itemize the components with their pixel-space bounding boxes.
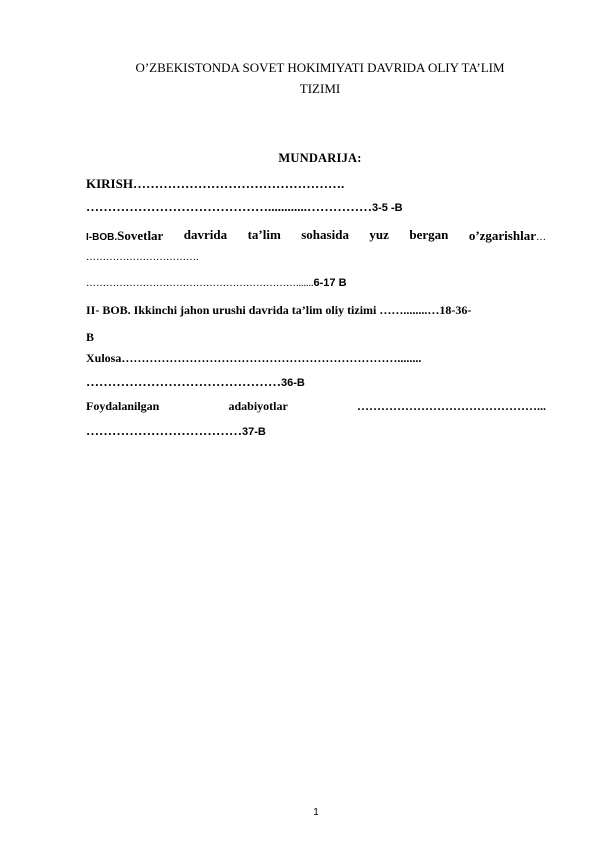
toc-bob1-dots-3: ………………………………………………………....... [86,278,314,289]
toc-bob1-trail-dots: … [535,232,546,243]
toc-bob1-word: bergan [409,227,449,242]
toc-bob1-word: ta’lim [247,227,281,242]
toc-foyd-dots-2: ……………………………… [86,423,242,438]
toc-bob1-last [469,227,546,245]
toc-entry-kirish [86,176,344,192]
toc-foyd-word-2: adabiyotlar [228,399,288,413]
toc-entry-foydalanilgan-adabiyotlar [86,399,546,414]
toc-entry-bob-2 [86,303,471,318]
toc-xulosa-label: Xulosa [86,351,122,365]
toc-entry-foydalanilgan-continued [86,423,266,439]
toc-bob1-word: Sovetlar [117,228,164,243]
toc-bob2-label: II- BOB. Ikkinchi jahon urushi davrida ta’lim oliy tizimi [86,303,380,317]
toc-xulosa-dots: ……………………………………………………………........ [121,351,422,365]
toc-bob2-pages: 18-36- [439,303,472,317]
contents-heading: MUNDARIJA: [278,151,362,165]
document-title-line-1: O’ZBEKISTONDA SOVET HOKIMIYATI DAVRIDA OLIY TA’LIM [135,60,505,75]
toc-entry-bob-1-continued [86,277,347,289]
toc-foyd-dots: ………………………………………... [356,399,546,413]
toc-bob1-word: o’zgarishlar [468,228,536,243]
toc-entry-kirish-continued [86,199,403,215]
toc-bob1-first [86,227,163,245]
toc-bob1-word: davrida [183,227,228,242]
toc-bob2-dots: ……........… [379,303,440,317]
toc-kirish-dots-2: ……………………………………............…………… [86,199,372,214]
toc-entry-bob-1-dots: ……………………………. [86,252,199,263]
toc-kirish-dots: …………………………………………. [132,176,345,191]
toc-foyd-word-1: Foydalanilgan [86,399,160,413]
toc-xulosa-dots-2: ……………………………………… [86,374,281,389]
toc-bob1-prefix: I-BOB. [86,232,118,243]
toc-entry-xulosa [86,351,421,366]
toc-entry-bob-2-continued: B [86,330,95,344]
toc-kirish-label: KIRISH [86,176,133,191]
toc-entry-bob-1 [86,227,546,245]
toc-foyd-pages: 37-B [242,426,266,438]
toc-xulosa-pages: 36-B [281,377,305,389]
toc-entry-xulosa-continued [86,374,305,390]
toc-bob1-word: sohasida [301,227,349,242]
document-title-line-2: TIZIMI [299,81,341,96]
toc-kirish-pages: 3-5 -B [372,202,403,214]
page-number: 1 [313,807,319,818]
toc-bob1-pages: 6-17 B [313,277,347,289]
toc-bob1-word: yuz [369,227,389,242]
